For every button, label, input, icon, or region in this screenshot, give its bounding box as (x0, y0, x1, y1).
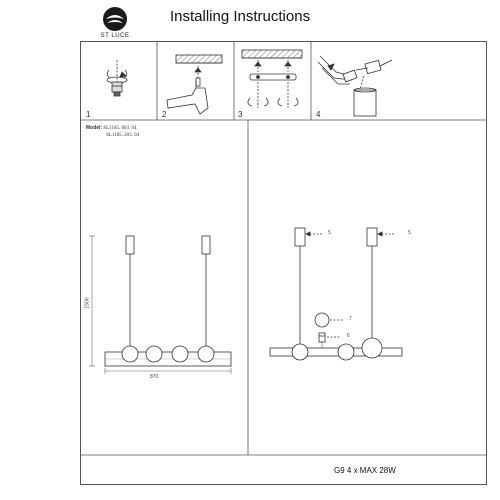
right-lamp-drawing (270, 228, 402, 360)
left-lamp-drawing (89, 236, 231, 374)
dimension-width: 870 (150, 374, 159, 380)
panel-grid (80, 41, 487, 455)
page-title: Installing Instructions (170, 8, 311, 25)
model-label: Model: (86, 125, 103, 131)
step-2-illustration (167, 55, 222, 114)
callout-part-7: 7 (349, 316, 352, 322)
model-codes (86, 125, 139, 139)
callout-part-5-left: 5 (328, 230, 331, 236)
step-1-illustration (107, 60, 127, 96)
model-code-1: SL1185. 803. 04 (103, 126, 137, 131)
bulb-spec: G9 4 x MAX 28W (334, 466, 396, 475)
callout-part-6: 6 (347, 333, 350, 339)
step-number-1: 1 (86, 110, 91, 119)
step-number-3: 3 (238, 110, 243, 119)
brand-name: ST LUCE (100, 33, 130, 39)
callout-part-5-right: 5 (408, 230, 411, 236)
dimension-height: 1500 (84, 297, 91, 309)
step-4-illustration (318, 56, 392, 116)
step-3-illustration (242, 50, 302, 108)
model-code-2: SL1185. 203. 04 (106, 133, 140, 138)
step-number-4: 4 (316, 110, 321, 119)
step-number-2: 2 (162, 110, 167, 119)
